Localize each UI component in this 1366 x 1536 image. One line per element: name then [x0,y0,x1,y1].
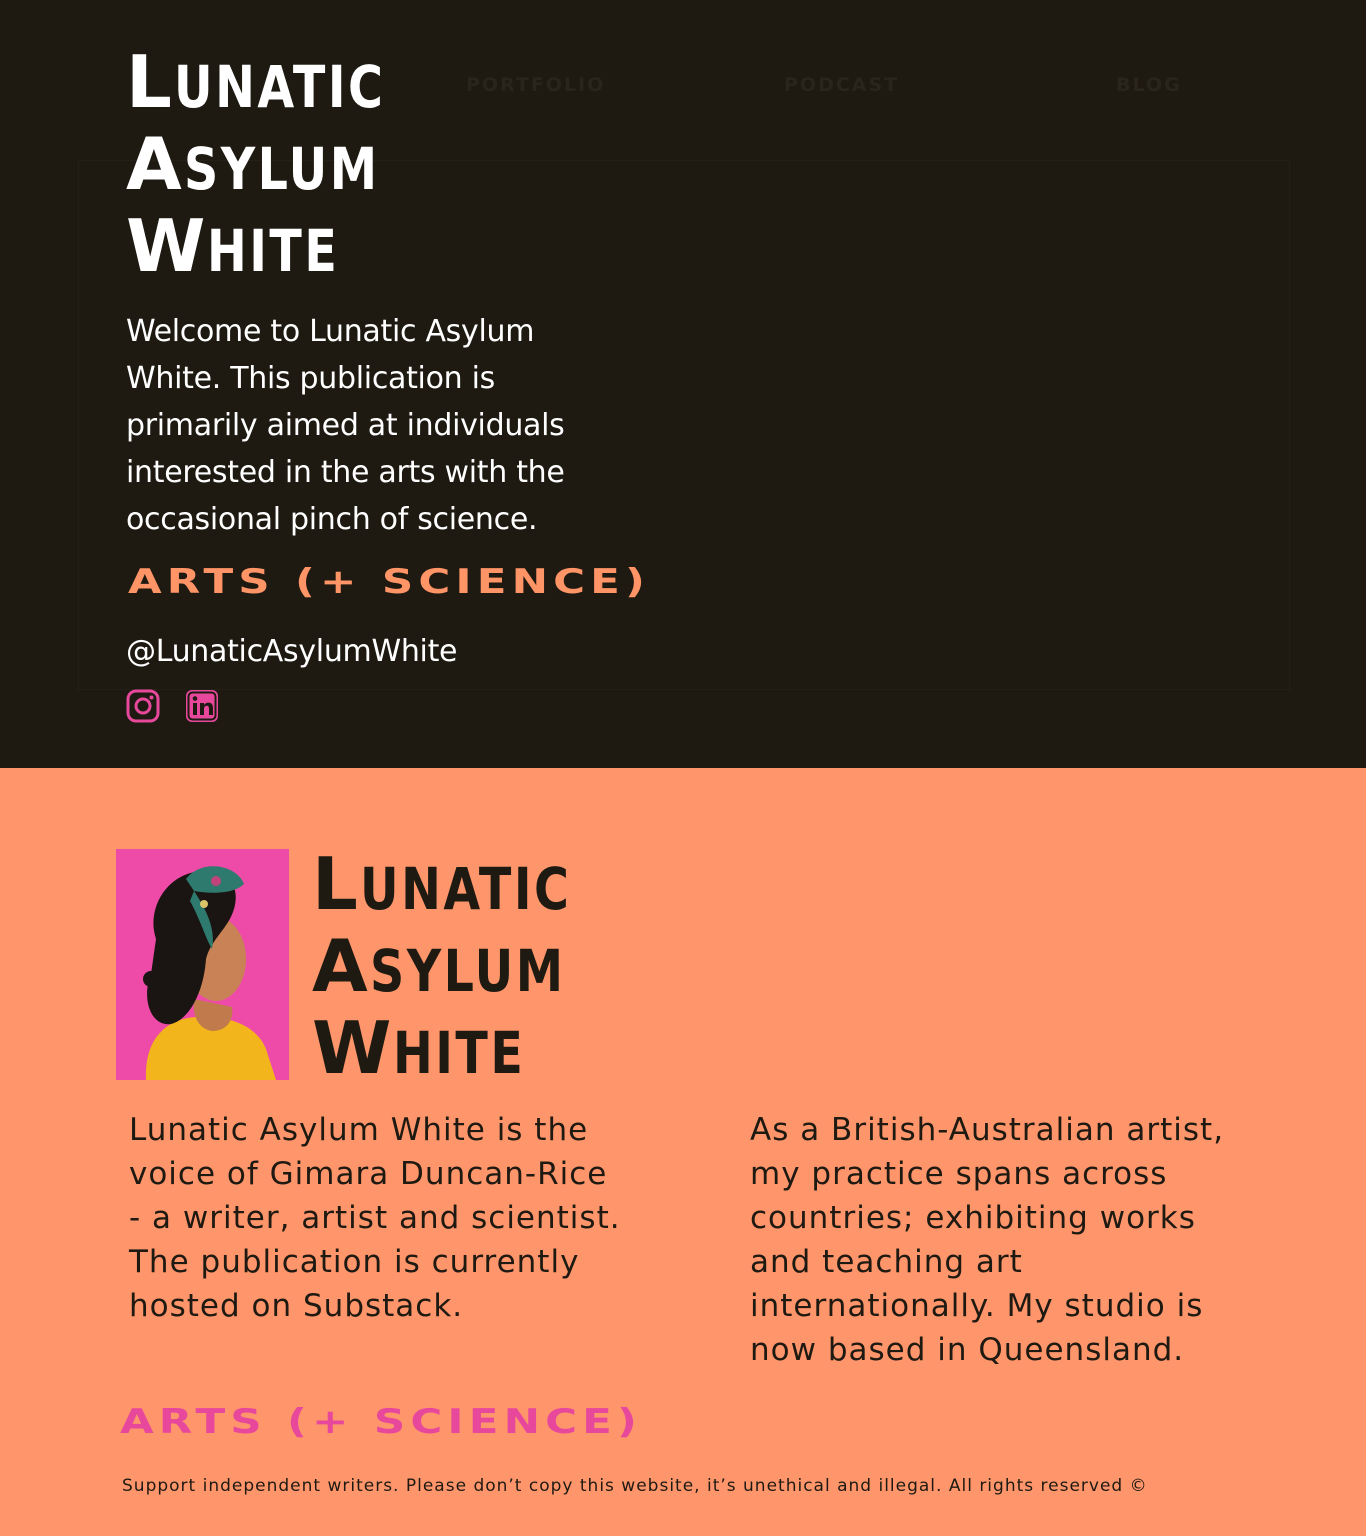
logo-line-white [312,1006,618,1094]
logo-initial: W [126,204,208,288]
logo-initial: A [312,924,370,1008]
linkedin-icon[interactable] [184,688,220,724]
footer-copyright-note: Support independent writers. Please don’t copy this website, it’s unethical and illegal. All rights reserved © [122,1476,1148,1496]
logo-rest: HITE [207,217,340,285]
nav-blog-link[interactable]: BLOG [1116,74,1182,96]
logo-rest: HITE [393,1019,526,1087]
logo-initial: A [126,122,184,206]
logo-line-asylum [312,924,618,1012]
site-logo[interactable] [126,40,432,292]
logo-rest: SYLUM [183,135,380,203]
logo-line-white [126,204,432,292]
hero-tagline: ARTS (+ SCIENCE) [128,562,651,602]
about-logo [312,842,618,1094]
nav-podcast-link[interactable]: PODCAST [784,74,900,96]
social-handle: @LunaticAsylumWhite [126,634,458,669]
logo-initial: L [126,40,174,124]
logo-line-lunatic [312,842,618,930]
bio-right-text: As a British-Australian artist, my practice spans across countries; exhibiting works and teaching art internationally. My studio is now based in Queensland. [750,1112,1225,1368]
author-portrait [116,849,289,1080]
logo-initial: L [312,842,360,926]
bio-left-text: Lunatic Asylum White is the voice of Gimara Duncan-Rice - a writer, artist and scientist. The publication is currently hosted on Substack. [129,1112,621,1324]
logo-initial: W [312,1006,394,1090]
instagram-icon[interactable] [125,688,161,724]
logo-line-asylum [126,122,432,210]
nav-portfolio-link[interactable]: PORTFOLIO [466,74,606,96]
logo-rest: SYLUM [369,937,566,1005]
logo-rest: UNATIC [173,53,386,121]
logo-line-lunatic [126,40,432,128]
welcome-text: Welcome to Lunatic Asylum White. This publication is primarily aimed at individuals interested in the arts with the occasional pinch of science. [126,314,565,537]
logo-rest: UNATIC [359,855,572,923]
about-tagline: ARTS (+ SCIENCE) [120,1402,643,1442]
